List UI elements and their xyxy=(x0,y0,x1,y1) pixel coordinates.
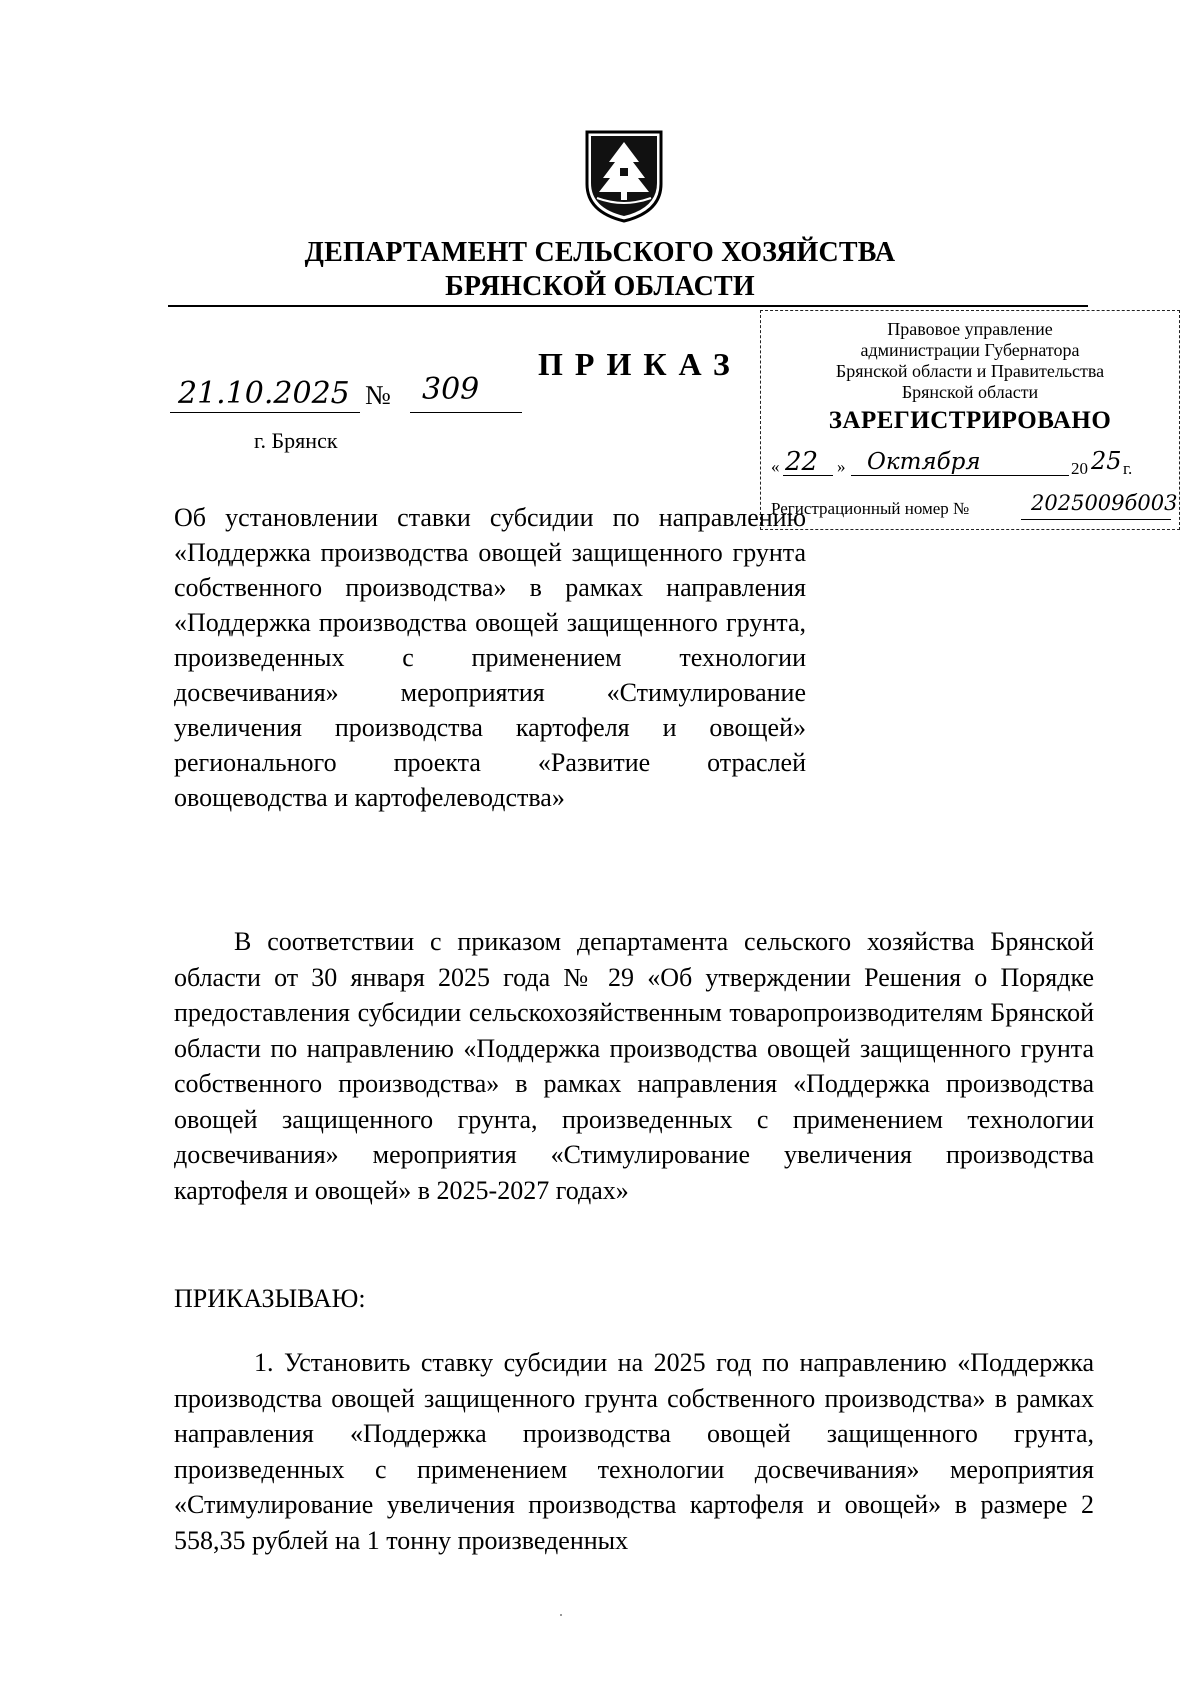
stamp-year-prefix: 20 xyxy=(1071,459,1088,478)
stamp-line1: Правовое управление xyxy=(887,319,1053,339)
order-date: 21.10.2025 xyxy=(178,376,350,411)
stamp-authority xyxy=(761,319,1179,403)
stamp-status: ЗАРЕГИСТРИРОВАНО xyxy=(828,407,1112,434)
order-date-number xyxy=(170,372,520,414)
stamp-reg-label: Регистрационный номер № xyxy=(771,499,970,518)
stamp-line2: администрации Губернатора xyxy=(860,340,1080,360)
order-number-label: № xyxy=(365,380,391,410)
order-word: ПРИКАЗЫВАЮ: xyxy=(174,1284,366,1313)
coat-of-arms-emblem xyxy=(583,128,665,224)
order-city: г. Брянск xyxy=(254,428,338,453)
stamp-month: Октября xyxy=(867,449,981,475)
department-title xyxy=(280,236,920,304)
date-underline xyxy=(170,412,360,413)
stamp-line3: Брянской области и Правительства xyxy=(835,361,1105,381)
stamp-year-unit: г. xyxy=(1123,459,1133,478)
department-title-line2: БРЯНСКОЙ ОБЛАСТИ xyxy=(445,271,755,302)
registration-stamp xyxy=(760,310,1180,530)
stamp-day: 22 xyxy=(785,447,819,477)
document-type-title: ПРИКАЗ xyxy=(538,346,742,382)
stamp-reg-number: 2025009б003 xyxy=(1031,491,1178,515)
order-number: 309 xyxy=(422,372,480,407)
stamp-year-suffix: 25 xyxy=(1091,447,1122,475)
stamp-line4: Брянской области xyxy=(901,382,1039,402)
order-subject: Об установлении ставки субсидии по направлению «Поддержка производства овощей защищенного грунта собственного производства» в рамках направления «Поддержка производства овощей защищенного грунта, произведенных с применением технологии досвечивания» мероприятия «Стимулирование увеличения производства картофеля и овощей» регионального проекта «Развитие отраслей овощеводства и картофелеводства» xyxy=(174,503,806,812)
basis-paragraph: В соответствии с приказом департамента сельского хозяйства Брянской области от 30 января 2025 года № 29 «Об утверждении Решения о Порядке предоставления субсидии сельскохозяйственным товаропроизводителям Брянской области по направлению «Поддержка производства овощей защищенного грунта собственного производства» в рамках направления «Поддержка производства овощей защищенного грунта, произведенных с применением технологии досвечивания» мероприятия «Стимулирование увеличения производства картофеля и овощей» в 2025-2027 годах» xyxy=(174,927,1094,1205)
header-divider xyxy=(168,305,1088,307)
stamp-reg-number-line xyxy=(771,493,1177,523)
scan-speck xyxy=(560,1614,562,1616)
stamp-date-line: « 22 » Октября 20 25 г. xyxy=(771,447,1133,478)
number-underline xyxy=(410,412,522,413)
order-item-1: 1. Установить ставку субсидии на 2025 год по направлению «Поддержка производства овощей защищенного грунта собственного производства» в рамках направления «Поддержка производства овощей защищенного грунта, произведенных с применением технологии досвечивания» мероприятия «Стимулирование увеличения производства картофеля и овощей» в размере 2 558,35 рублей на 1 тонну произведенных xyxy=(174,1348,1094,1555)
department-title-line1: ДЕПАРТАМЕНТ СЕЛЬСКОГО ХОЗЯЙСТВА xyxy=(304,237,896,268)
